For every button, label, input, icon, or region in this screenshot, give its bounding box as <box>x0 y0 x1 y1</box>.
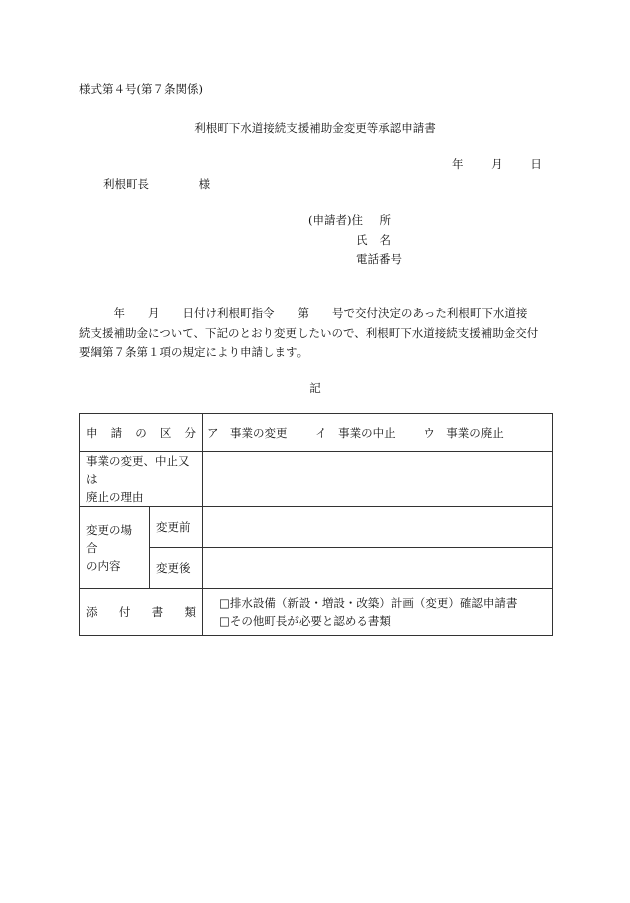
reason-label <box>80 452 203 507</box>
body-line-3: 要綱第７条第１項の規定により申請します。 <box>79 345 309 359</box>
attachments-label <box>80 589 203 636</box>
row-application-category <box>80 414 553 452</box>
change-before-field[interactable] <box>203 507 553 548</box>
applicant-name-b: 名 <box>379 233 391 247</box>
addressee <box>103 176 210 192</box>
date-month: 月 <box>491 157 503 171</box>
change-before-label: 変更前 <box>150 507 203 548</box>
addressee-name: 利根町長 <box>103 177 149 191</box>
applicant-name-label <box>356 232 391 248</box>
attachments-label-char: 付 <box>118 605 131 619</box>
applicant-phone-label: 電話番号 <box>356 252 402 266</box>
option-abolish[interactable]: ウ 事業の廃止 <box>423 425 504 440</box>
category-label-char: の <box>135 425 147 440</box>
category-label-char: 申 <box>86 425 98 440</box>
change-after-field[interactable] <box>203 548 553 589</box>
body-line-1: 年 月 日付け利根町指令 第 号で交付決定のあった利根町下水道接 <box>79 306 528 320</box>
option-suspend[interactable]: イ 事業の中止 <box>315 425 396 440</box>
date-day: 日 <box>530 157 542 171</box>
reason-label-line-1: 事業の変更、中止又は <box>86 454 190 486</box>
row-reason <box>80 452 553 507</box>
date-year: 年 <box>452 157 464 171</box>
addressee-honorific: 様 <box>198 177 211 191</box>
row-attachments <box>80 589 553 636</box>
change-content-label-line-1: 変更の場合 <box>86 522 132 555</box>
category-options <box>203 414 553 452</box>
applicant-address-label <box>356 212 391 228</box>
attachment-item-other[interactable]: □その他町長が必要と認める書類 <box>219 614 391 628</box>
attachments-label-char: 書 <box>151 605 164 619</box>
row-change-before <box>80 507 553 548</box>
change-content-label-line-2: の内容 <box>86 558 121 573</box>
reason-label-line-2: 廃止の理由 <box>86 490 144 504</box>
change-after-label: 変更後 <box>150 548 203 589</box>
attachments-label-char: 類 <box>184 605 196 619</box>
attachments-list <box>203 589 553 636</box>
reason-field[interactable] <box>203 452 553 507</box>
category-label-char: 分 <box>184 425 196 440</box>
attachments-label-char: 添 <box>86 605 98 619</box>
application-table <box>79 413 553 636</box>
category-label-char: 請 <box>110 425 123 440</box>
option-change[interactable]: ア 事業の変更 <box>207 425 288 440</box>
date-line <box>452 156 542 172</box>
change-content-label <box>80 507 150 589</box>
applicant-address-suffix: 所 <box>379 213 391 227</box>
body-line-2: 続支援補助金について、下記のとおり変更したいので、利根町下水道接続支援補助金交付 <box>79 325 539 340</box>
row-change-after <box>80 548 553 589</box>
body-text <box>79 304 554 363</box>
applicant-name-a: 氏 <box>356 233 368 247</box>
form-number: 様式第４号(第７条関係) <box>79 82 203 96</box>
applicant-label: (申請者)住 <box>308 213 363 227</box>
category-label <box>80 414 203 452</box>
document-title: 利根町下水道接続支援補助金変更等承認申請書 <box>194 121 436 135</box>
attachment-item-drainage-plan[interactable]: □排水設備（新設・増設・改築）計画（変更）確認申請書 <box>219 596 518 610</box>
ki-heading: 記 <box>309 381 321 395</box>
category-label-char: 区 <box>159 425 172 440</box>
